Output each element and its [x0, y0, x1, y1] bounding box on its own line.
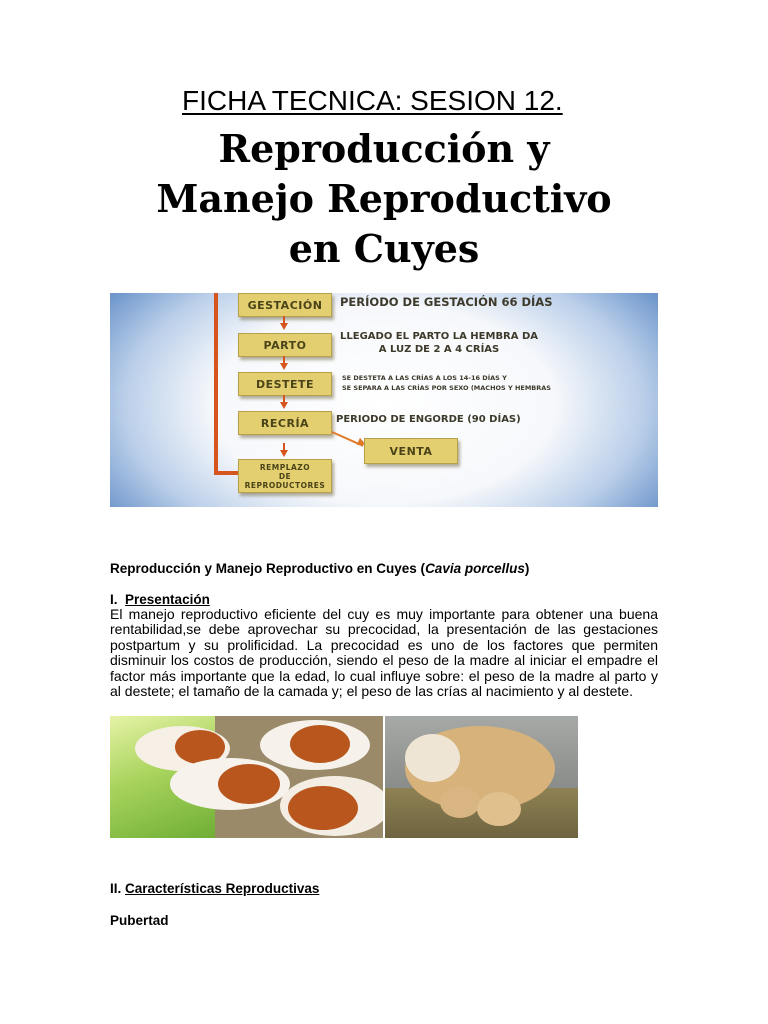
ficha-heading: FICHA TECNICA: SESION 12. [182, 85, 563, 116]
flow-step-parto: PARTO [238, 333, 332, 357]
title-line-2: Manejo Reproductivo [156, 176, 612, 221]
flow-step-gestacion: GESTACIÓN [238, 293, 332, 317]
flow-feedback-line-bottom [214, 471, 240, 475]
title-line-1: Reproducción y [218, 126, 550, 171]
caracteristicas-label: Características Reproductivas [125, 881, 320, 896]
flow-arrow-down [280, 363, 288, 370]
section-title-suffix: ) [524, 561, 530, 576]
guinea-pig-image [280, 776, 383, 836]
title-line-3: en Cuyes [288, 226, 480, 271]
presentacion-label: Presentación [125, 592, 210, 607]
note-parto [340, 330, 538, 356]
flow-arrow-down [280, 402, 288, 409]
guinea-pigs-eating-photo [110, 716, 383, 838]
guinea-pig-image [170, 758, 290, 810]
pup-image [440, 786, 480, 818]
remplazo-line-2: DE [278, 471, 292, 481]
page-title [100, 124, 668, 274]
flow-arrow-down [280, 450, 288, 457]
flow-step-venta: VENTA [364, 438, 458, 464]
flow-arrow-down [280, 323, 288, 330]
note-destete-line-1: SE DESTETA A LAS CRÍAS A LOS 14-16 DÍAS Y [342, 374, 507, 382]
numeral-2: II. [110, 881, 122, 896]
section-title-prefix: Reproducción y Manejo Reproductivo en Cuyes ( [110, 561, 426, 576]
note-recria: PERIODO DE ENGORDE (90 DÍAS) [336, 414, 521, 425]
subheading-pubertad: Pubertad [110, 913, 169, 928]
note-gestacion: PERÍODO DE GESTACIÓN 66 DÍAS [340, 295, 553, 309]
mother-with-pups-photo [385, 716, 578, 838]
guinea-pig-image [260, 720, 370, 770]
pup-image [477, 792, 521, 826]
section-title [110, 561, 529, 576]
section-title-scientific-name: Cavia porcellus [425, 561, 525, 576]
presentacion-paragraph: El manejo reproductivo eficiente del cuy es muy importante para obtener una buena rentabilidad,se debe aprovechar su precocidad, la presentación de las gestaciones postpartum y su prolificidad. La precocidad es uno de los factores que permiten disminuir los costos de producción, siendo el peso de la madre al iniciar el empadre el factor más importante que la edad, lo cual influye sobre: el peso de la madre al parto y al destete; el tamaño de la camada y; el peso de las crías al nacimiento y al destete. [110, 606, 658, 700]
note-parto-line-1: LLEGADO EL PARTO LA HEMBRA DA [340, 331, 539, 342]
numeral-1: I. [110, 592, 118, 607]
note-destete-line-2: SE SEPARA A LAS CRÍAS POR SEXO (MACHOS Y HEMBRAS [342, 384, 551, 392]
flow-step-destete: DESTETE [238, 372, 332, 396]
note-destete [342, 373, 551, 393]
flow-step-recria: RECRÍA [238, 411, 332, 435]
flow-feedback-line [214, 293, 218, 475]
flow-step-remplazo [238, 459, 332, 493]
remplazo-line-3: REPRODUCTORES [244, 480, 326, 490]
reproduction-flow-diagram [110, 293, 658, 507]
heading-presentacion [110, 592, 210, 607]
heading-caracteristicas [110, 881, 319, 896]
remplazo-line-1: REMPLAZO [259, 462, 311, 472]
note-parto-line-2: A LUZ DE 2 A 4 CRÍAS [378, 344, 500, 355]
